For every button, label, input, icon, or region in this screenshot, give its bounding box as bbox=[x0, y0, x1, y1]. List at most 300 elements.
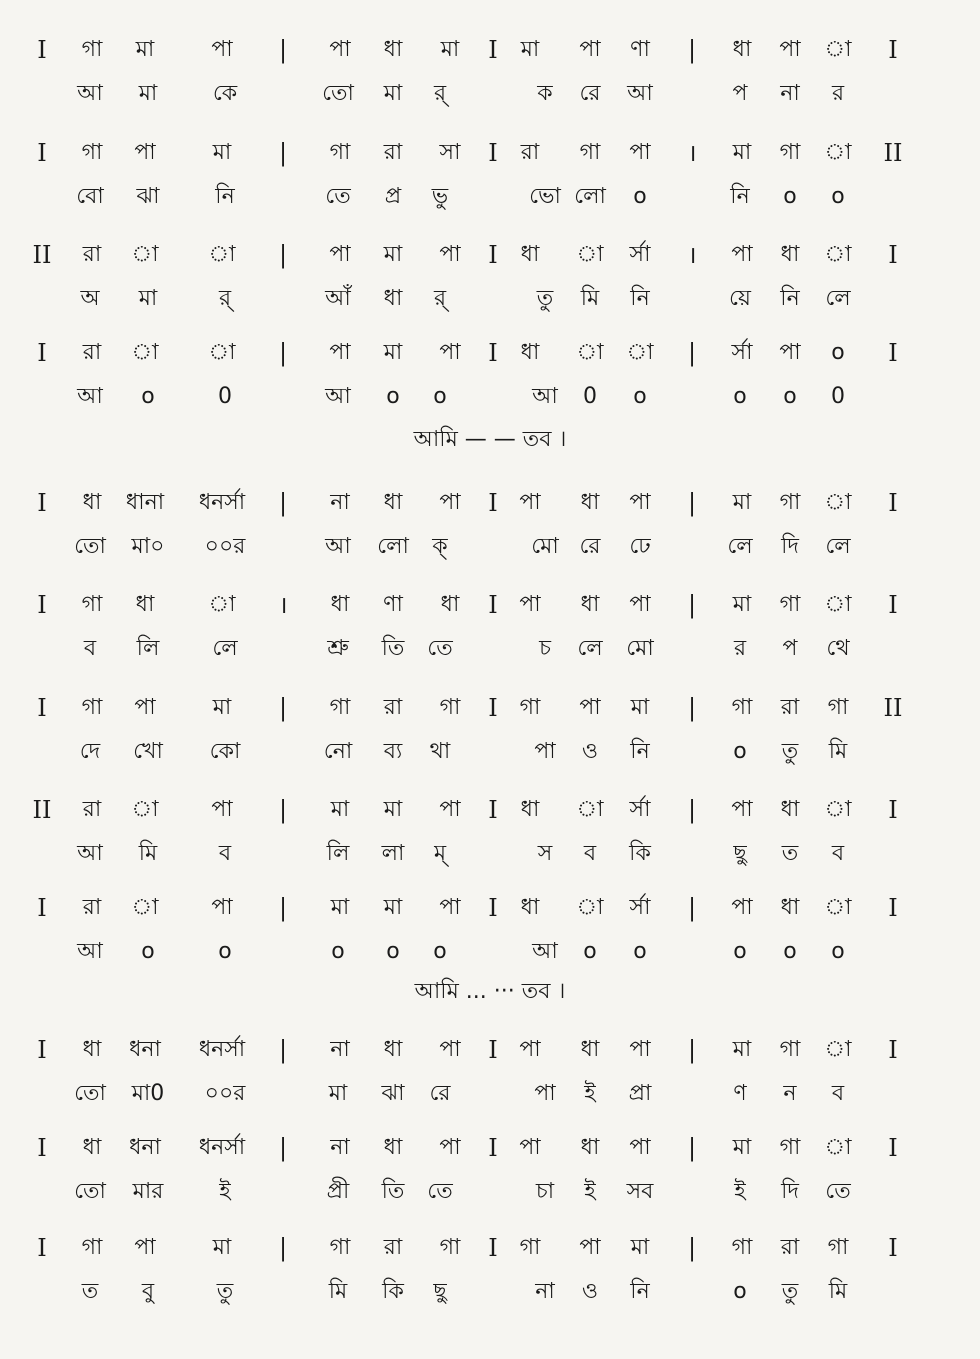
lyric-syllable: o bbox=[831, 184, 845, 209]
bar-line: I bbox=[888, 489, 898, 517]
bar-line: | bbox=[278, 1234, 288, 1262]
note: গা bbox=[329, 1235, 351, 1260]
lyric-syllable: আ bbox=[77, 841, 103, 866]
lyric-line bbox=[0, 279, 980, 319]
note: পা bbox=[731, 242, 753, 267]
lyric-syllable: ন bbox=[783, 1081, 797, 1106]
lyric-syllable: তে bbox=[427, 636, 453, 661]
bar-line: I bbox=[488, 241, 498, 269]
note: গা bbox=[731, 695, 753, 720]
lyric-syllable: শ্রু bbox=[327, 636, 349, 661]
lyric-syllable: র্ bbox=[218, 286, 232, 311]
note: গা bbox=[827, 1235, 849, 1260]
lyric-syllable: থা bbox=[429, 739, 451, 764]
notation-line bbox=[0, 235, 980, 275]
bar-line: I bbox=[488, 1036, 498, 1064]
lyric-syllable: লে bbox=[212, 636, 238, 661]
note: া bbox=[626, 340, 654, 365]
lyric-syllable: o bbox=[386, 384, 400, 409]
note: মা bbox=[383, 242, 403, 267]
lyric-syllable: সব bbox=[626, 1179, 654, 1204]
note: পা bbox=[134, 695, 156, 720]
lyric-syllable: o bbox=[633, 184, 647, 209]
lyric-syllable: লে bbox=[577, 636, 603, 661]
lyric-syllable: নো bbox=[323, 739, 353, 764]
lyric-syllable: তি bbox=[381, 1179, 405, 1204]
note: গা bbox=[81, 592, 103, 617]
note: ধা bbox=[780, 895, 800, 920]
lyric-syllable: ছু bbox=[733, 841, 747, 866]
lyric-syllable: ঝা bbox=[136, 184, 160, 209]
note: রা bbox=[780, 695, 800, 720]
lyric-syllable: তো bbox=[74, 1081, 106, 1106]
note: পা bbox=[731, 895, 753, 920]
notation-line bbox=[0, 585, 980, 625]
lyric-syllable: ঝা bbox=[381, 1081, 405, 1106]
note: রা bbox=[383, 1235, 403, 1260]
lyric-syllable: আ bbox=[532, 384, 558, 409]
note: মা bbox=[732, 592, 752, 617]
note: ধা bbox=[82, 490, 102, 515]
note: রা bbox=[82, 242, 102, 267]
note: গা bbox=[81, 140, 103, 165]
note: ধা bbox=[440, 592, 460, 617]
lyric-syllable: o bbox=[386, 939, 400, 964]
note: পা bbox=[211, 797, 233, 822]
lyric-syllable: চা bbox=[535, 1179, 555, 1204]
bar-line: I bbox=[37, 894, 47, 922]
note: পা bbox=[519, 592, 541, 617]
bar-line: I bbox=[888, 241, 898, 269]
lyric-syllable: পা bbox=[534, 739, 556, 764]
lyric-syllable: প bbox=[732, 81, 748, 106]
bar-line: । bbox=[687, 139, 697, 167]
notation-line bbox=[0, 1030, 980, 1070]
bar-line: | bbox=[687, 796, 697, 824]
bar-line: । bbox=[687, 241, 697, 269]
bar-line: | bbox=[278, 694, 288, 722]
note: ধা bbox=[135, 592, 155, 617]
note: া bbox=[824, 1037, 852, 1062]
bar-line: | bbox=[278, 796, 288, 824]
lyric-syllable: আ bbox=[627, 81, 653, 106]
lyric-syllable: খো bbox=[133, 739, 163, 764]
note: মা bbox=[630, 695, 650, 720]
note: ধা bbox=[82, 1037, 102, 1062]
note: মা bbox=[440, 37, 460, 62]
lyric-syllable: মা bbox=[138, 286, 158, 311]
note: গা bbox=[519, 1235, 541, 1260]
notation-line bbox=[0, 133, 980, 173]
lyric-syllable: আ bbox=[77, 81, 103, 106]
note: পা bbox=[629, 1037, 651, 1062]
bar-line: I bbox=[488, 894, 498, 922]
note: মা bbox=[330, 895, 350, 920]
note: ধা bbox=[383, 490, 403, 515]
lyric-line bbox=[0, 732, 980, 772]
lyric-syllable: ই bbox=[219, 1179, 231, 1204]
lyric-syllable: প্রা bbox=[628, 1081, 652, 1106]
lyric-syllable: ত bbox=[81, 1279, 99, 1304]
note: ধা bbox=[520, 797, 540, 822]
bar-line: | bbox=[278, 1036, 288, 1064]
lyric-line bbox=[0, 527, 980, 567]
lyric-syllable: ক্ bbox=[432, 534, 448, 559]
bar-line: I bbox=[888, 894, 898, 922]
bar-line: I bbox=[488, 796, 498, 824]
note: মা bbox=[732, 1037, 752, 1062]
note: পা bbox=[329, 242, 351, 267]
note: া bbox=[824, 592, 852, 617]
note: পা bbox=[439, 242, 461, 267]
lyric-syllable: দি bbox=[781, 534, 799, 559]
notation-line bbox=[0, 30, 980, 70]
note: গা bbox=[827, 695, 849, 720]
note: ধা bbox=[383, 37, 403, 62]
note: ধনা bbox=[129, 1037, 161, 1062]
lyric-syllable: র্ bbox=[433, 81, 447, 106]
lyric-syllable: তে bbox=[825, 1179, 851, 1204]
note: পা bbox=[329, 37, 351, 62]
bar-line: | bbox=[687, 1234, 697, 1262]
note: া bbox=[131, 797, 159, 822]
lyric-syllable: ব্য bbox=[383, 739, 403, 764]
note: সা bbox=[439, 140, 461, 165]
bar-line: I bbox=[888, 1134, 898, 1162]
bar-line: I bbox=[888, 1234, 898, 1262]
note: া bbox=[208, 340, 236, 365]
lyric-line bbox=[0, 1172, 980, 1212]
lyric-line bbox=[0, 74, 980, 114]
lyric-syllable: মা0 bbox=[131, 1081, 165, 1106]
note: া bbox=[208, 242, 236, 267]
lyric-syllable: তো bbox=[322, 81, 354, 106]
note: ণা bbox=[383, 592, 403, 617]
note: ধা bbox=[82, 1135, 102, 1160]
lyric-syllable: ধা bbox=[383, 286, 403, 311]
lyric-syllable: o bbox=[583, 939, 597, 964]
note: া bbox=[824, 895, 852, 920]
lyric-syllable: 0 bbox=[218, 384, 232, 409]
note: পা bbox=[579, 1235, 601, 1260]
lyric-syllable: থে bbox=[826, 636, 850, 661]
bar-line: I bbox=[488, 591, 498, 619]
lyric-syllable: নি bbox=[730, 184, 750, 209]
lyric-syllable: য়ে bbox=[729, 286, 751, 311]
lyric-syllable: লে bbox=[825, 534, 851, 559]
note: গা bbox=[779, 140, 801, 165]
lyric-syllable: প্রী bbox=[326, 1179, 350, 1204]
lyric-syllable: না bbox=[535, 1279, 555, 1304]
lyric-syllable: মো bbox=[626, 636, 654, 661]
lyric-syllable: o bbox=[433, 939, 447, 964]
lyric-syllable: o bbox=[433, 384, 447, 409]
note: পা bbox=[519, 1135, 541, 1160]
lyric-syllable: তে bbox=[427, 1179, 453, 1204]
lyric-syllable: নি bbox=[630, 739, 650, 764]
lyric-syllable: ক bbox=[537, 81, 553, 106]
lyric-syllable: র bbox=[831, 81, 845, 106]
note: ধা bbox=[383, 1037, 403, 1062]
lyric-syllable: আ bbox=[77, 939, 103, 964]
note: গা bbox=[439, 1235, 461, 1260]
note: মা bbox=[383, 340, 403, 365]
note: পা bbox=[439, 1037, 461, 1062]
lyric-syllable: তে bbox=[325, 184, 351, 209]
note: পা bbox=[731, 797, 753, 822]
note: না bbox=[330, 490, 350, 515]
note: গা bbox=[329, 695, 351, 720]
note: মা bbox=[212, 1235, 232, 1260]
lyric-syllable: মি bbox=[580, 286, 600, 311]
note: া bbox=[131, 242, 159, 267]
note: পা bbox=[134, 1235, 156, 1260]
bar-line: I bbox=[37, 339, 47, 367]
note: া bbox=[131, 340, 159, 365]
note: ধা bbox=[580, 490, 600, 515]
note: ধা bbox=[383, 1135, 403, 1160]
note: মা bbox=[630, 1235, 650, 1260]
bar-line: | bbox=[687, 894, 697, 922]
lyric-syllable: লো bbox=[377, 534, 409, 559]
notation-line bbox=[0, 483, 980, 523]
bar-line: I bbox=[488, 1134, 498, 1162]
lyric-syllable: রে bbox=[429, 1081, 451, 1106]
note: পা bbox=[579, 37, 601, 62]
lyric-syllable: নি bbox=[215, 184, 235, 209]
note: র্সা bbox=[629, 242, 651, 267]
note: মা bbox=[732, 490, 752, 515]
lyric-syllable: ০০র bbox=[204, 534, 246, 559]
note: া bbox=[576, 242, 604, 267]
lyric-line bbox=[0, 932, 980, 972]
note: ধা bbox=[520, 895, 540, 920]
note: র্সা bbox=[731, 340, 753, 365]
note: মা bbox=[520, 37, 540, 62]
lyric-syllable: o bbox=[831, 939, 845, 964]
lyric-syllable: মো bbox=[531, 534, 559, 559]
lyric-syllable: ও bbox=[581, 1279, 599, 1304]
lyric-syllable: কে bbox=[212, 81, 238, 106]
lyric-syllable: ছু bbox=[433, 1279, 447, 1304]
bar-line: I bbox=[888, 796, 898, 824]
lyric-line bbox=[0, 834, 980, 874]
lyric-syllable: কি bbox=[629, 841, 651, 866]
notation-line bbox=[0, 1128, 980, 1168]
note: ধা bbox=[580, 1135, 600, 1160]
lyric-syllable: তু bbox=[781, 1279, 799, 1304]
lyric-syllable: o bbox=[331, 939, 345, 964]
bar-line: | bbox=[687, 591, 697, 619]
bar-line: II bbox=[883, 139, 903, 167]
bar-line: | bbox=[278, 36, 288, 64]
bar-line: | bbox=[687, 36, 697, 64]
note: মা bbox=[212, 695, 232, 720]
lyric-syllable: ব bbox=[831, 841, 845, 866]
lyric-syllable: মার bbox=[132, 1179, 164, 1204]
bar-line: | bbox=[687, 339, 697, 367]
lyric-syllable: ব bbox=[831, 1081, 845, 1106]
note: ধা bbox=[520, 340, 540, 365]
note: পা bbox=[439, 797, 461, 822]
note: পা bbox=[439, 895, 461, 920]
lyric-syllable: ই bbox=[734, 1179, 746, 1204]
note: র্সা bbox=[629, 797, 651, 822]
note: পা bbox=[779, 340, 801, 365]
lyric-line bbox=[0, 629, 980, 669]
note: মা bbox=[383, 895, 403, 920]
note: ধা bbox=[330, 592, 350, 617]
lyric-syllable: নি bbox=[630, 286, 650, 311]
note: া bbox=[131, 895, 159, 920]
lyric-syllable: ও bbox=[581, 739, 599, 764]
note: ধা bbox=[580, 1037, 600, 1062]
lyric-syllable: ভো bbox=[529, 184, 561, 209]
lyric-syllable: রে bbox=[579, 81, 601, 106]
lyric-syllable: ব bbox=[583, 841, 597, 866]
lyric-syllable: বো bbox=[76, 184, 104, 209]
bar-line: I bbox=[37, 1036, 47, 1064]
lyric-syllable: o bbox=[783, 384, 797, 409]
note: মা bbox=[732, 140, 752, 165]
bar-line: I bbox=[488, 139, 498, 167]
bar-line: I bbox=[488, 1234, 498, 1262]
lyric-syllable: দি bbox=[781, 1179, 799, 1204]
note: গা bbox=[81, 695, 103, 720]
lyric-syllable: তু bbox=[781, 739, 799, 764]
lyric-syllable: ব bbox=[218, 841, 232, 866]
note: রা bbox=[82, 340, 102, 365]
bar-line: | bbox=[687, 1036, 697, 1064]
note: না bbox=[330, 1037, 350, 1062]
note: া bbox=[824, 490, 852, 515]
note: া bbox=[824, 242, 852, 267]
note: ধানা bbox=[125, 490, 165, 515]
lyric-syllable: পা bbox=[534, 1081, 556, 1106]
lyric-syllable: o bbox=[733, 939, 747, 964]
bar-line: I bbox=[488, 694, 498, 722]
notation-line bbox=[0, 888, 980, 928]
lyric-syllable: আ bbox=[77, 384, 103, 409]
lyric-syllable: ম্ bbox=[433, 841, 447, 866]
lyric-syllable: নি bbox=[630, 1279, 650, 1304]
note: গা bbox=[81, 1235, 103, 1260]
lyric-syllable: প্র bbox=[384, 184, 402, 209]
note: o bbox=[831, 340, 845, 365]
bar-line: | bbox=[687, 1134, 697, 1162]
lyric-syllable: লি bbox=[136, 636, 160, 661]
bar-line: I bbox=[37, 36, 47, 64]
lyric-syllable: আঁ bbox=[325, 286, 351, 311]
bar-line: I bbox=[888, 36, 898, 64]
bar-line: II bbox=[32, 241, 52, 269]
bar-line: I bbox=[37, 591, 47, 619]
lyric-line bbox=[0, 377, 980, 417]
lyric-syllable: ত bbox=[781, 841, 799, 866]
notation-line bbox=[0, 688, 980, 728]
lyric-syllable: 0 bbox=[831, 384, 845, 409]
lyric-syllable: রে bbox=[579, 534, 601, 559]
lyric-syllable: তো bbox=[74, 534, 106, 559]
lyric-syllable: আ bbox=[325, 384, 351, 409]
bar-line: I bbox=[488, 489, 498, 517]
note: পা bbox=[211, 37, 233, 62]
note: পা bbox=[629, 1135, 651, 1160]
note: মা bbox=[330, 797, 350, 822]
note: পা bbox=[519, 490, 541, 515]
note: ধনর্সা bbox=[198, 1037, 246, 1062]
note: পা bbox=[439, 490, 461, 515]
lyric-syllable: ই bbox=[584, 1179, 596, 1204]
lyric-syllable: লা bbox=[381, 841, 405, 866]
note: পা bbox=[779, 37, 801, 62]
lyric-syllable: কো bbox=[209, 739, 241, 764]
lyric-syllable: নি bbox=[780, 286, 800, 311]
note: রা bbox=[383, 695, 403, 720]
note: মা bbox=[135, 37, 155, 62]
bar-line: | bbox=[278, 139, 288, 167]
bar-line: | bbox=[687, 489, 697, 517]
bar-line: I bbox=[37, 694, 47, 722]
note: রা bbox=[780, 1235, 800, 1260]
lyric-syllable: আ bbox=[532, 939, 558, 964]
lyric-syllable: মি bbox=[828, 739, 848, 764]
lyric-syllable: ই bbox=[584, 1081, 596, 1106]
bar-line: I bbox=[37, 1234, 47, 1262]
note: পা bbox=[329, 340, 351, 365]
note: া bbox=[576, 797, 604, 822]
lyric-syllable: মি bbox=[328, 1279, 348, 1304]
note: গা bbox=[81, 37, 103, 62]
lyric-syllable: লে bbox=[727, 534, 753, 559]
lyric-line bbox=[0, 1272, 980, 1312]
bar-line: | bbox=[278, 241, 288, 269]
bar-line: II bbox=[883, 694, 903, 722]
lyric-syllable: অ bbox=[80, 286, 100, 311]
refrain-line: আমি ... ··· তব । bbox=[414, 979, 566, 1004]
note: া bbox=[824, 797, 852, 822]
lyric-syllable: স bbox=[537, 841, 553, 866]
bar-line: I bbox=[488, 339, 498, 367]
bar-line: I bbox=[488, 36, 498, 64]
note: পা bbox=[439, 1135, 461, 1160]
note: রা bbox=[383, 140, 403, 165]
lyric-syllable: মা bbox=[383, 81, 403, 106]
note: ধা bbox=[520, 242, 540, 267]
note: রা bbox=[520, 140, 540, 165]
note: র্সা bbox=[629, 895, 651, 920]
lyric-syllable: তি bbox=[381, 636, 405, 661]
note: ধা bbox=[732, 37, 752, 62]
lyric-syllable: লো bbox=[574, 184, 606, 209]
note: পা bbox=[211, 895, 233, 920]
lyric-syllable: মি bbox=[138, 841, 158, 866]
lyric-syllable: o bbox=[733, 384, 747, 409]
lyric-syllable: র bbox=[733, 636, 747, 661]
note: পা bbox=[134, 140, 156, 165]
note: া bbox=[576, 895, 604, 920]
lyric-syllable: না bbox=[780, 81, 800, 106]
lyric-syllable: মি bbox=[828, 1279, 848, 1304]
lyric-syllable: o bbox=[783, 939, 797, 964]
note: া bbox=[824, 37, 852, 62]
note: ধা bbox=[780, 797, 800, 822]
notation-line bbox=[0, 333, 980, 373]
bar-line: I bbox=[888, 591, 898, 619]
notation-line bbox=[0, 790, 980, 830]
lyric-syllable: 0 bbox=[583, 384, 597, 409]
bar-line: | bbox=[278, 894, 288, 922]
